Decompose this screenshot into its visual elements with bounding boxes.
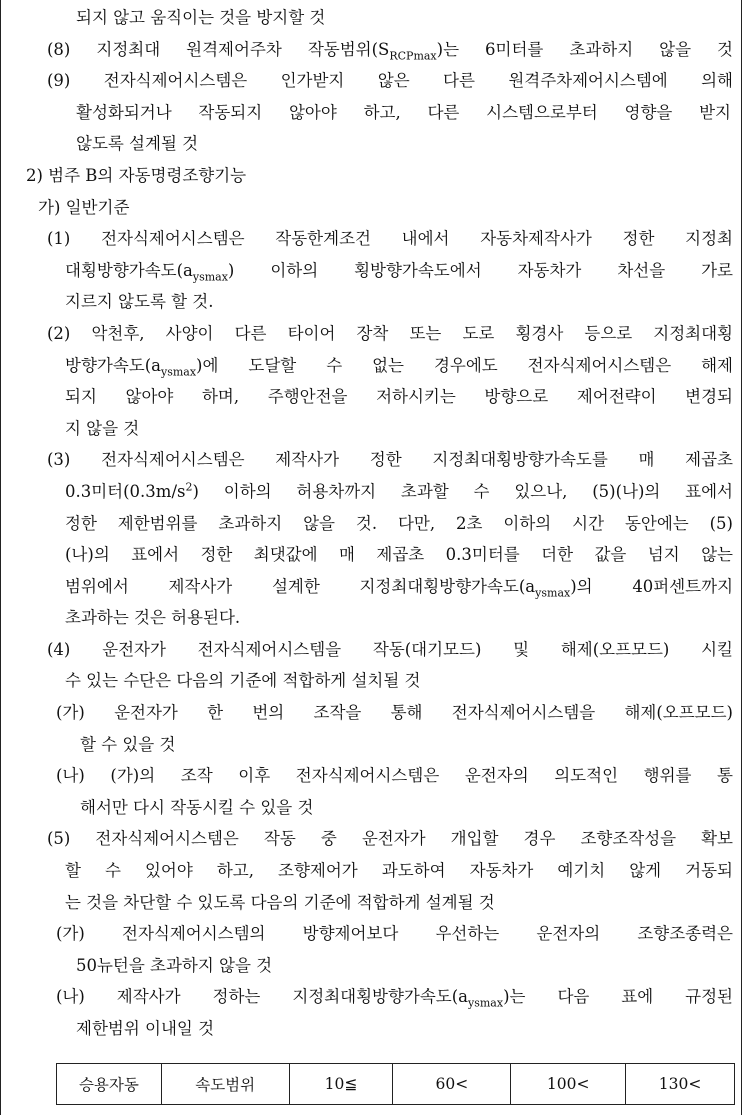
table-cell: 60<	[393, 1064, 511, 1105]
item-2: (2) 악천후, 사양이 다른 타이어 장착 또는 도로 횡경사 등으로 지정최대횡	[47, 323, 733, 343]
text-line: 제한범위 이내일 것	[76, 1019, 215, 1038]
text-line: 50뉴턴을 초과하지 않을 것	[76, 955, 273, 975]
text-line: 할 수 있을 것	[80, 734, 176, 754]
item-5-ga: (가) 전자식제어시스템의 방향제어보다 우선하는 운전자의 조향조종력은	[56, 924, 733, 944]
text-line: 해서만 다시 작동시킬 수 있을 것	[80, 797, 314, 817]
subsection-heading: 가) 일반기준	[38, 197, 130, 217]
text-line: 지 않을 것	[65, 418, 140, 438]
text-line: 수 있는 수단은 다음의 기준에 적합하게 설치될 것	[65, 671, 421, 691]
text-line: 되지 않아야 하며, 주행안전을 저하시키는 방향으로 제어전략이 변경되	[65, 387, 733, 407]
text-line: 지르지 않도록 할 것.	[65, 292, 214, 312]
text-line: 대횡방향가속도$(a_{ysmax})$ 이하의 횡방향가속도에서 자동차가 차선을 가로	[65, 260, 733, 284]
item-4: (4) 운전자가 전자식제어시스템을 작동(대기모드) 및 해제(오프모드) 시킬	[47, 639, 733, 659]
table-cell: 승용자동	[57, 1064, 162, 1105]
item-8: (8) 지정최대 원격제어주차 작동범위$(S_{RCPmax})$는 6미터를 초과하지 않을 것	[47, 39, 734, 62]
text-line: 초과하는 것은 허용된다.	[65, 608, 241, 628]
text-line: 범위에서 제작사가 설계한 지정최대횡방향가속도$(a_{ysmax})$의 40퍼센트까지	[65, 576, 734, 599]
text-line: 않도록 설계될 것	[76, 134, 199, 154]
item-5-na: (나) 제작사가 정하는 지정최대횡방향가속도$(a_{ysmax})$는 다음 표에 규정된	[56, 987, 733, 1010]
item-4-ga: (가) 운전자가 한 번의 조작을 통해 전자식제어시스템을 해제(오프모드)	[56, 703, 733, 723]
speed-limit-table	[56, 1063, 735, 1105]
item-3: (3) 전자식제어시스템은 제작사가 정한 지정최대횡방향가속도를 매 제곱초	[47, 450, 733, 470]
text-line: 는 것을 차단할 수 있도록 다음의 기준에 적합하게 설계될 것	[65, 892, 495, 912]
table-cell: 10≦	[289, 1064, 393, 1105]
table-row	[57, 1064, 735, 1105]
item-5: (5) 전자식제어시스템은 작동 중 운전자가 개입할 경우 조향조작성을 확보	[47, 829, 733, 849]
text-line: 방향가속도$(a_{ysmax})$에 도달할 수 없는 경우에도 전자식제어시스템은 해제	[65, 355, 733, 378]
text-line: 되지 않고 움직이는 것을 방지할 것	[76, 8, 326, 27]
text-line: 0.3미터$(0.3m/s^2)$ 이하의 허용차까지 초과할 수 있으나, (5)(나)의 표에서	[65, 480, 733, 501]
item-1: (1) 전자식제어시스템은 작동한계조건 내에서 자동차제작사가 정한 지정최	[47, 229, 733, 249]
section-heading: 2) 범주 B의 자동명령조향기능	[26, 165, 247, 185]
item-4-na: (나) (가)의 조작 이후 전자식제어시스템은 운전자의 의도적인 행위를 통	[56, 766, 733, 786]
text-line: 활성화되거나 작동되지 않아야 하고, 다른 시스템으로부터 영향을 받지	[76, 102, 731, 122]
table-cell: 속도범위	[161, 1064, 289, 1105]
text-line: (나)의 표에서 정한 최댓값에 매 제곱초 0.3미터를 더한 값을 넘지 않는	[65, 545, 733, 565]
table-cell: 100<	[511, 1064, 626, 1105]
table-cell: 130<	[626, 1064, 735, 1105]
text-line: 할 수 있어야 하고, 조향제어가 과도하여 자동차가 예기치 않게 거동되	[65, 861, 733, 881]
text-line: 정한 제한범위를 초과하지 않을 것. 다만, 2초 이하의 시간 동안에는 (5)	[65, 513, 733, 533]
item-9: (9) 전자식제어시스템은 인가받지 않은 다른 원격주차제어시스템에 의해	[47, 71, 733, 91]
